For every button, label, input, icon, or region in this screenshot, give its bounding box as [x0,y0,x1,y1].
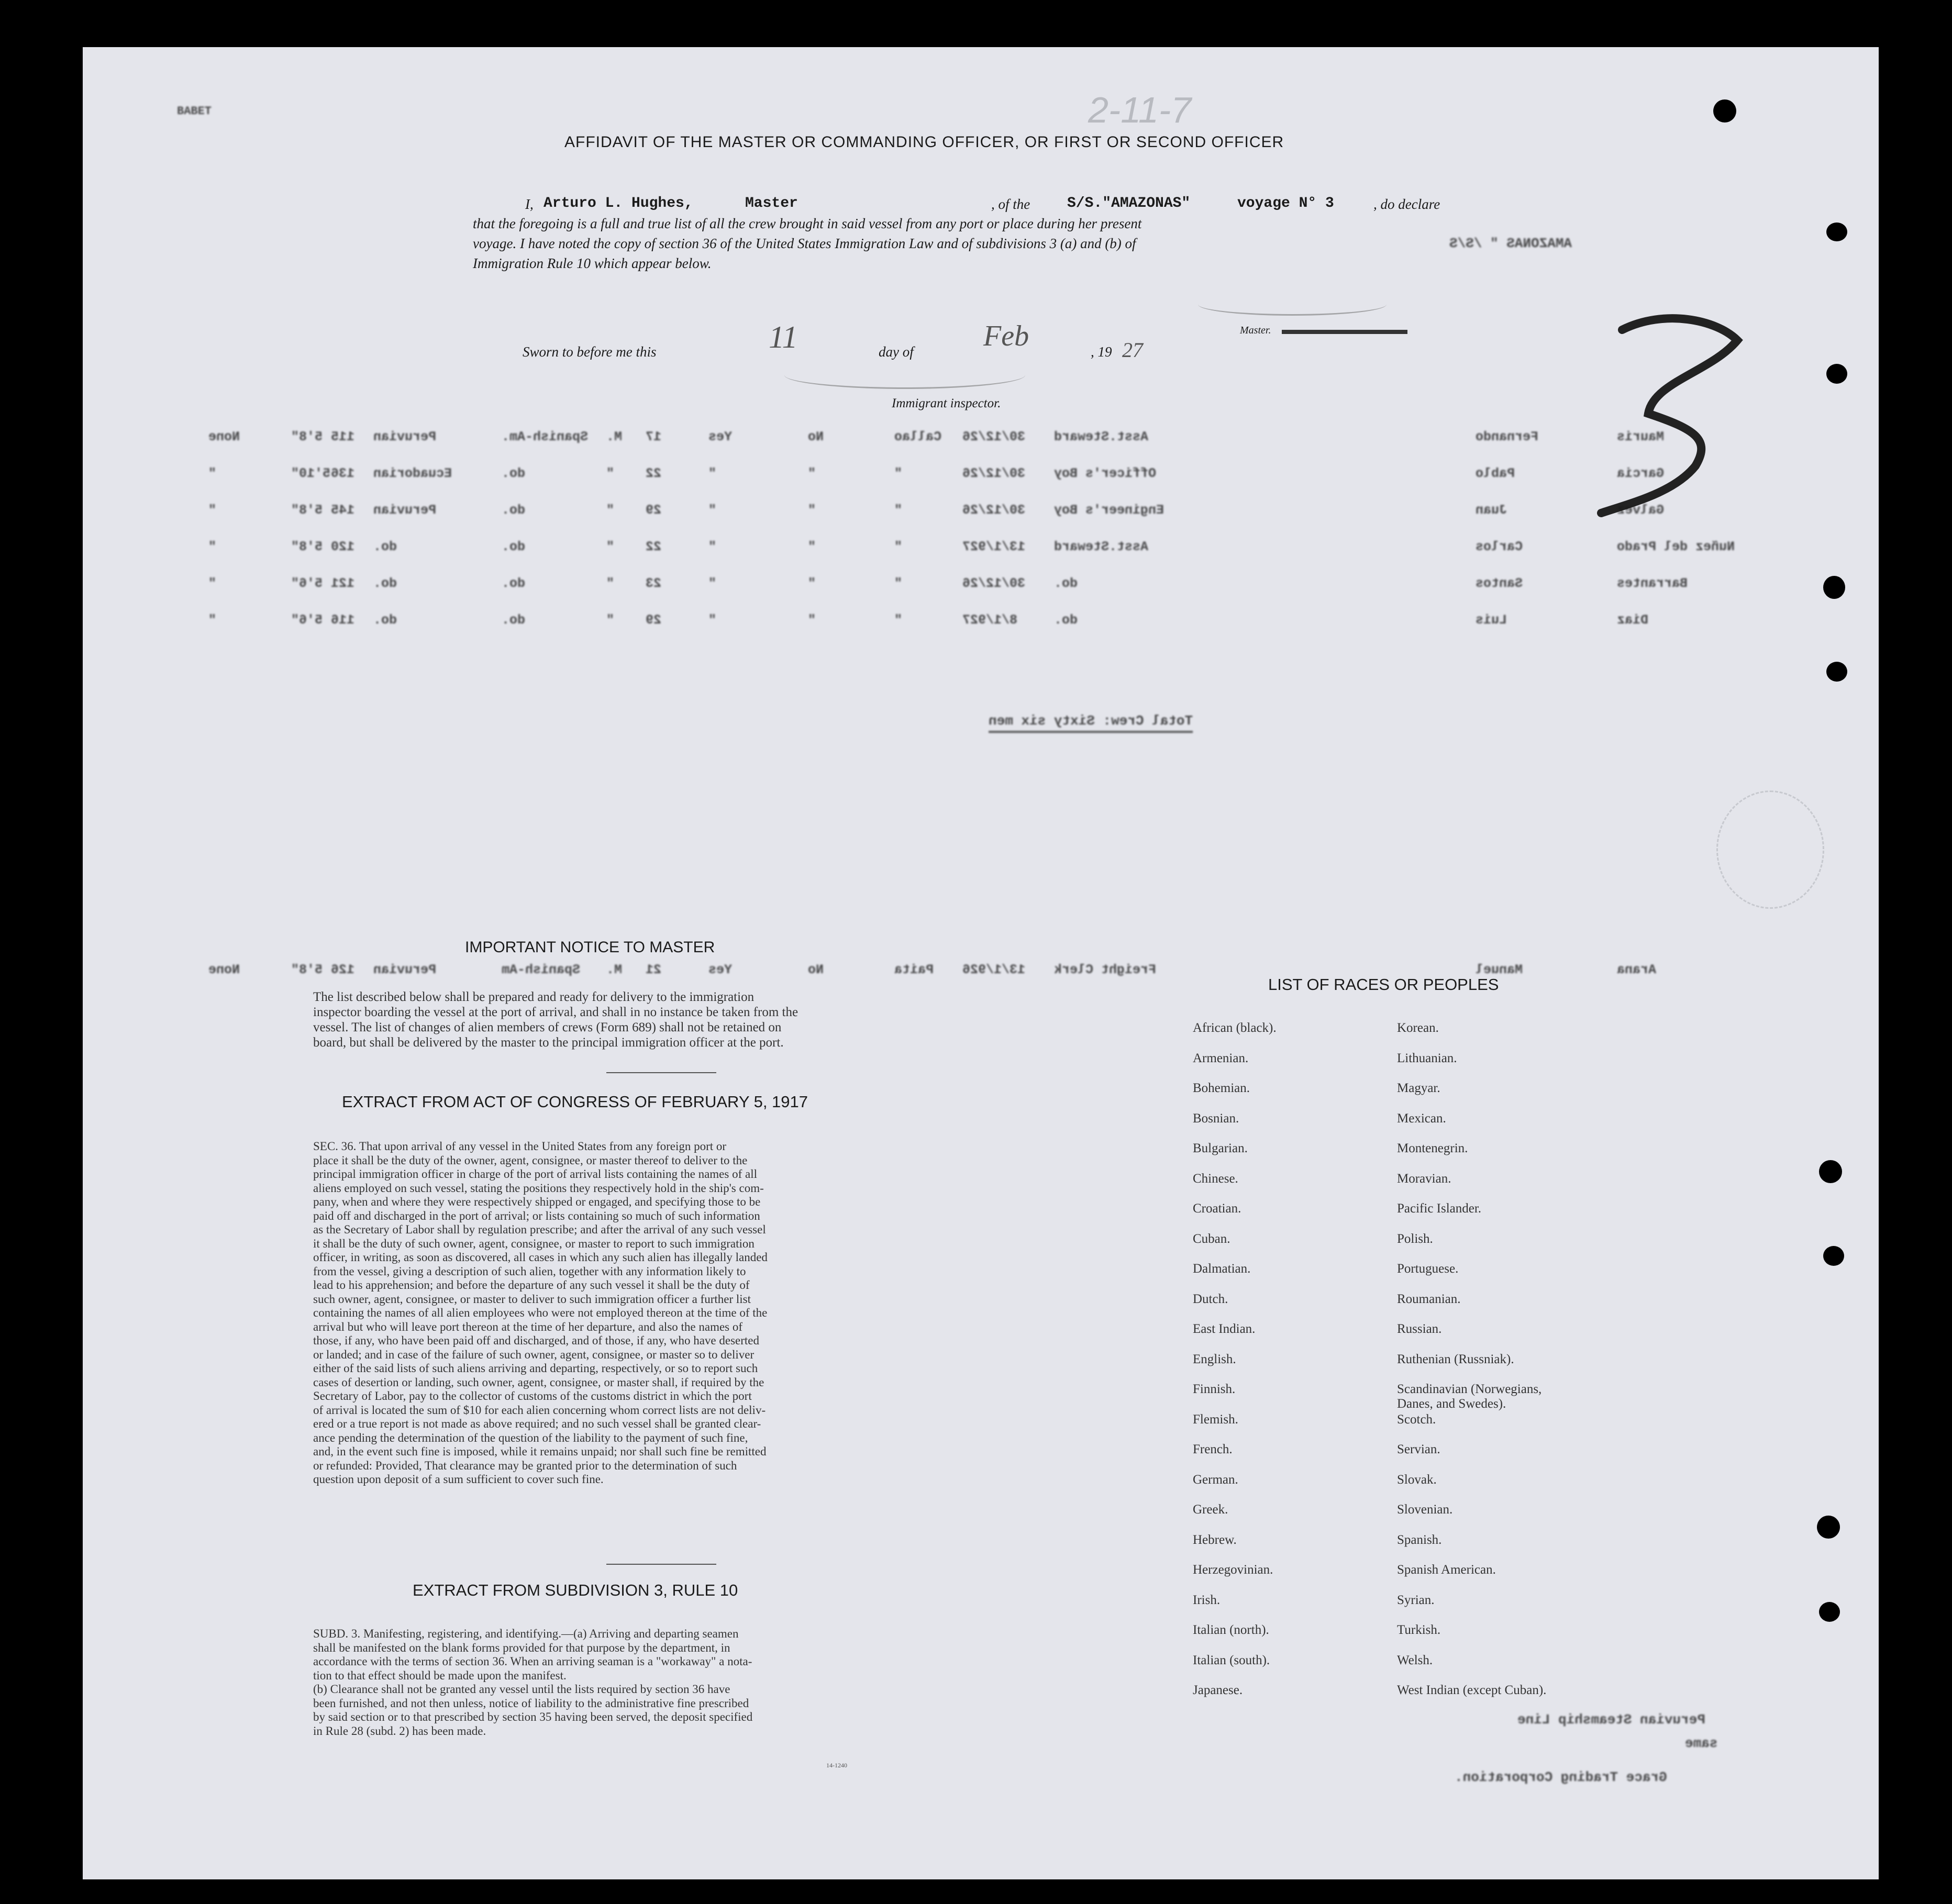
struck-out-text [1282,330,1407,334]
crew-cell-first: Juan [1476,503,1507,518]
text-line: Secretary of Labor, pay to the collector of customs of the customs district in which the port [313,1389,752,1402]
crew-cell-sex: M. [606,962,623,977]
crew-cell-date: 30/12/26 [962,503,1026,518]
race-item: Spanish. [1397,1532,1442,1547]
text-line: and, in the event such fine is imposed, while it remains unpaid; nor shall such fine be remitted [313,1445,767,1458]
race-item: East Indian. [1193,1322,1256,1336]
text-line: by said section or to that prescribed by section 35 having been served, the deposit specified [313,1710,753,1723]
text-line: tion to that effect should be made upon the manifest. [313,1668,567,1682]
crew-cell-date: 13/1/926 [962,962,1026,977]
crew-cell-sex: " [606,539,615,554]
crew-cell-last: Arana [1617,962,1657,977]
text-line: of arrival is located the sum of $10 for each alien concerning whom correct lists are not deliv- [313,1403,766,1417]
crew-cell-date: 30/12/26 [962,466,1026,481]
race-item: Syrian. [1397,1593,1435,1607]
race-item: French. [1193,1442,1233,1456]
crew-cell-age: 22 [646,466,662,481]
crew-cell-sex: " [606,466,615,481]
crew-cell-nationality: Peruvian [373,429,437,444]
race-item: Finnish. [1193,1382,1236,1396]
affidavit-title: AFFIDAVIT OF THE MASTER OR COMMANDING OFFICER, OR FIRST OR SECOND OFFICER [564,133,1284,151]
crew-cell-date: 30/12/26 [962,429,1026,444]
race-item: Herzegovinian. [1193,1563,1273,1577]
crew-cell-height: 5'6" [291,576,323,591]
crew-cell-position: do. [1054,613,1078,628]
crew-cell-last: Galvez [1617,503,1665,518]
crew-cell-nationality: Peruvian [373,962,437,977]
text-line: officer, in writing, as soon as discovered, all cases in which any such alien has illegally landed [313,1251,768,1264]
punch-hole [1826,662,1847,682]
race-item: Turkish. [1397,1623,1441,1637]
text-line: board, but shall be delivered by the master to the principal immigration officer at the port. [313,1035,784,1050]
crew-cell-age: 21 [646,962,662,977]
crew-cell-home: " [208,576,217,591]
race-item: Slovak. [1397,1472,1437,1487]
crew-cell-first: Fernando [1476,429,1539,444]
crew-cell-lit: " [708,613,717,628]
race-item: Scandinavian (Norwegians, Danes, and Swedes). [1397,1382,1542,1411]
text-line: those, if any, who have been paid off and discharged, and of those, if any, who have deserted [313,1334,760,1347]
crew-cell-race: do. [502,466,526,481]
text-line: SEC. 36. That upon arrival of any vessel in the United States from any foreign port or [313,1140,727,1153]
text-line: aliens employed on such vessel, stating the positions they respectively hold in the ship's com- [313,1181,764,1195]
crew-cell-home: " [208,503,217,518]
pencil-scribble [1591,309,1758,529]
text-line: paid off and discharged in the port of arrival; or lists containing so much of such information [313,1209,760,1222]
sworn-day: 11 [769,320,798,354]
race-item: Croatian. [1193,1201,1241,1216]
race-item: African (black). [1193,1021,1277,1035]
crew-cell-nationality: Peruvian [373,503,437,518]
race-item: Roumanian. [1397,1291,1461,1306]
text-line: question upon deposit of a sum sufficient to cover such fine. [313,1473,604,1486]
text-line: as the Secretary of Labor shall by regulation prescribe; and after the arrival of any such vessel [313,1223,766,1236]
text-line: pany, when and where they were respectively shipped or engaged, and specifying those to be [313,1195,761,1208]
race-item: Magyar. [1397,1081,1440,1095]
crew-cell-height: 5'6" [291,613,323,628]
punch-hole [1817,1516,1840,1539]
text-line: lead to his apprehension; and before the departure of any such vessel it shall be the duty of [313,1278,750,1291]
crew-cell-sex: " [606,503,615,518]
races-heading: LIST OF RACES OR PEOPLES [1268,975,1499,994]
crew-cell-col: " [808,503,816,518]
crew-cell-position: Asst.Steward [1054,429,1149,444]
crew-cell-port: Paita [894,962,934,977]
crew-cell-home: None [208,429,240,444]
bottom-stamp-line-1: Peruvian Steamship Line [1517,1712,1705,1728]
text-line: principal immigration officer in charge of the port of arrival lists containing the names of all [313,1167,757,1181]
crew-cell-last: Nuñez del Prado [1617,539,1735,554]
crew-cell-nationality: do. [373,576,397,591]
text-line: ance pending the determination of the question of the liability to the payment of such fine, [313,1431,748,1444]
race-item: Italian (north). [1193,1623,1269,1637]
crew-cell-first: Pablo [1476,466,1515,481]
voyage-number: voyage N° 3 [1237,195,1334,211]
crew-cell-nationality: do. [373,613,397,628]
crew-cell-col: " [808,613,816,628]
punch-hole [1826,222,1847,241]
race-item: Dalmatian. [1193,1262,1251,1276]
crew-cell-age: 17 [646,429,662,444]
race-item: Montenegrin. [1397,1141,1468,1155]
punch-hole [1826,364,1847,384]
race-item: Japanese. [1193,1683,1243,1697]
crew-cell-port: " [894,613,903,628]
race-item: Korean. [1397,1021,1439,1035]
crew-cell-position: Officer's Boy [1054,466,1157,481]
text-line: SUBD. 3. Manifesting, registering, and identifying.—(a) Arriving and departing seamen [313,1627,739,1640]
text-line: The list described below shall be prepared and ready for delivery to the immigration [313,990,755,1004]
text-line: containing the names of all alien employees who were not employed thereon at the time of the [313,1306,768,1319]
crew-cell-lit: " [708,503,717,518]
crew-cell-weight: 116 [331,613,355,628]
crew-cell-home: None [208,962,240,977]
crew-cell-age: 29 [646,503,662,518]
crew-cell-age: 23 [646,576,662,591]
punch-hole [1823,1246,1844,1266]
form-number: 14-1240 [826,1762,847,1769]
do-declare-label: , do declare [1373,196,1440,212]
crew-cell-race: do. [502,613,526,628]
race-item: Greek. [1193,1502,1228,1517]
crew-cell-port: " [894,539,903,554]
punch-hole [1713,99,1736,123]
declaration-i: I, [525,196,534,212]
year-prefix: , 19 [1091,344,1112,360]
notice-divider [606,1072,716,1073]
race-item: Pacific Islander. [1397,1201,1482,1216]
act-divider [606,1564,716,1565]
race-item: Bosnian. [1193,1111,1239,1126]
crew-cell-lit: " [708,539,717,554]
total-crew: Total Crew: Sixty six men [989,713,1193,733]
crew-cell-port: " [894,503,903,518]
crew-cell-lit: " [708,576,717,591]
crew-cell-first: Manuel [1476,962,1523,977]
crew-cell-sex: " [606,576,615,591]
text-line: ered or a true report is not made as above required; and no such vessel shall be granted clear- [313,1417,761,1430]
text-line: either of the said lists of such aliens arriving and departing, respectively, or so to report such [313,1362,758,1375]
bottom-stamp-line-3: Grace Trading Corporation. [1455,1769,1667,1785]
crew-cell-position: Asst.Steward [1054,539,1149,554]
punch-hole [1819,1160,1842,1183]
text-line: place it shall be the duty of the owner, agent, consignee, or master thereof to deliver to the [313,1153,748,1167]
crew-cell-first: Luis [1476,613,1507,628]
race-item: Spanish American. [1397,1563,1496,1577]
race-item: Chinese. [1193,1171,1238,1186]
text-line: arrival but who will leave port thereon at the time of her departure, and also the names of [313,1320,743,1333]
master-rank: Master [745,195,798,211]
race-item: Hebrew. [1193,1532,1237,1547]
crew-cell-port: " [894,466,903,481]
text-line: it shall be the duty of such owner, agent, consignee, or master to report to such immigration [313,1237,755,1250]
race-item: Italian (south). [1193,1653,1270,1667]
sworn-text: Sworn to before me this [523,344,657,360]
text-line: or refunded: Provided, That clearance may be granted prior to the determination of such [313,1458,737,1472]
crew-cell-weight: 115 [331,429,355,444]
sworn-month: Feb [983,320,1029,352]
race-item: Portuguese. [1397,1262,1459,1276]
reversed-vessel-stamp: AMAZONAS " /S/S [1449,236,1572,251]
race-item: Servian. [1397,1442,1440,1456]
crew-cell-home: " [208,466,217,481]
crew-cell-position: do. [1054,576,1078,591]
crew-cell-nationality: do. [373,539,397,554]
crew-cell-last: Mauris [1617,429,1665,444]
text-line: inspector boarding the vessel at the port of arrival, and shall in no instance be taken from the [313,1005,798,1019]
crew-cell-weight: 145 [331,503,355,518]
crew-cell-first: Carlos [1476,539,1523,554]
race-item: Bulgarian. [1193,1141,1248,1155]
crew-cell-height: 5'8" [291,539,323,554]
crew-cell-home: " [208,539,217,554]
crew-cell-sex: " [606,613,615,628]
faint-seal [1716,790,1824,909]
race-item: Russian. [1397,1322,1442,1336]
act-text [313,1140,999,1487]
races-left-column [1193,1021,1277,1713]
text-line: accordance with the terms of section 36. When an arriving seaman is a "workaway" a nota- [313,1655,752,1668]
races-right-column [1397,1021,1554,1713]
text-line: shall be manifested on the blank forms provided for that purpose by the department, in [313,1641,730,1654]
sworn-year: 27 [1122,338,1143,362]
race-item: Cuban. [1193,1231,1230,1246]
crew-cell-weight: 136 [331,466,355,481]
crew-cell-height: 5'10" [291,466,331,481]
crew-cell-weight: 126 [331,962,355,977]
text-line: such owner, agent, consignee, or master to deliver to such immigration officer a further list [313,1292,751,1306]
race-item: Dutch. [1193,1291,1228,1306]
crew-cell-port: " [894,576,903,591]
declaration-line-2: that the foregoing is a full and true list of all the crew brought in said vessel from any port or place during her present [473,216,1142,231]
crew-cell-col: " [808,539,816,554]
crew-cell-col: " [808,466,816,481]
crew-cell-position: Engineer's Boy [1054,503,1164,518]
crew-cell-height: 5'8" [291,429,323,444]
crew-cell-col: " [808,576,816,591]
crew-cell-col: No [808,962,824,977]
race-item: Armenian. [1193,1051,1249,1065]
rule-heading: EXTRACT FROM SUBDIVISION 3, RULE 10 [413,1581,738,1599]
race-item: Mexican. [1397,1111,1446,1126]
race-item: Lithuanian. [1397,1051,1457,1065]
text-line: cases of desertion or landing, such owner, agent, consignee, or master shall, if required by the [313,1375,764,1389]
crew-cell-race: do. [502,576,526,591]
crew-cell-race: Spanish-Am. [502,429,589,444]
punch-hole [1823,576,1845,599]
top-stamp: BABET [177,105,212,118]
race-item: Welsh. [1397,1653,1433,1667]
race-item: Scotch. [1397,1412,1436,1427]
race-item: Flemish. [1193,1412,1238,1427]
punch-hole [1819,1602,1840,1622]
crew-cell-lit: Yes [708,429,733,444]
crew-cell-weight: 120 [331,539,355,554]
day-of-label: day of [879,344,914,360]
text-line: or landed; and in case of the failure of such owner, agent, consignee, or master so to deliver [313,1348,755,1361]
crew-cell-weight: 121 [331,576,355,591]
of-the-label: , of the [991,196,1030,212]
text-line: from the vessel, giving a description of such alien, together with any information likely to [313,1264,746,1278]
crew-cell-first: Santos [1476,576,1523,591]
master-label: Master. [1240,325,1271,336]
race-item: Ruthenian (Russniak). [1397,1352,1514,1366]
text-line: in Rule 28 (subd. 2) has been made. [313,1724,486,1738]
crew-cell-race: do. [502,539,526,554]
vessel-name: S/S."AMAZONAS" [1067,195,1191,211]
inspector-signature [784,361,1025,389]
crew-cell-last: Garcia [1617,466,1665,481]
crew-cell-lit: " [708,466,717,481]
text-line: vessel. The list of changes of alien members of crews (Form 689) shall not be retained on [313,1020,782,1034]
crew-cell-age: 29 [646,613,662,628]
notice-heading: IMPORTANT NOTICE TO MASTER [465,939,715,956]
race-item: Slovenian. [1397,1502,1453,1517]
bottom-stamp-line-2: same [1685,1735,1718,1751]
crew-cell-port: Callao [894,429,942,444]
inspector-label: Immigrant inspector. [892,396,1001,410]
declaration-line-4: Immigration Rule 10 which appear below. [473,255,712,271]
pencil-note: 2-11-7 [1088,90,1192,130]
master-name: Arturo L. Hughes, [544,195,693,211]
race-item: Polish. [1397,1231,1433,1246]
document-page [83,47,1879,1879]
race-item: Bohemian. [1193,1081,1250,1095]
crew-cell-height: 5'8" [291,962,323,977]
race-item: Irish. [1193,1593,1221,1607]
crew-cell-date: 13/1/927 [962,539,1026,554]
crew-cell-home: " [208,613,217,628]
master-signature [1198,293,1387,316]
crew-cell-position: Freight Clerk [1054,962,1157,977]
race-item: West Indian (except Cuban). [1397,1683,1547,1697]
notice-text [313,989,999,1050]
crew-cell-race: do. [502,503,526,518]
crew-cell-race: Spanish-Am [502,962,581,977]
crew-cell-date: 30/12/26 [962,576,1026,591]
crew-cell-height: 5'8" [291,503,323,518]
crew-cell-col: No [808,429,824,444]
crew-cell-last: Barrantes [1617,576,1688,591]
text-line: (b) Clearance shall not be granted any vessel until the lists required by section 36 have [313,1683,730,1696]
race-item: Moravian. [1397,1171,1451,1186]
race-item: German. [1193,1472,1238,1487]
text-line: been furnished, and not then unless, notice of liability to the administrative fine prescribed [313,1696,749,1710]
crew-cell-date: 8/1/927 [962,613,1018,628]
act-heading: EXTRACT FROM ACT OF CONGRESS OF FEBRUARY 5, 1917 [342,1093,808,1111]
declaration-line-3: voyage. I have noted the copy of section 36 of the United States Immigration Law and of subdivisions 3 (a) and (b) of [473,236,1136,251]
crew-cell-last: Diaz [1617,613,1649,628]
crew-cell-age: 22 [646,539,662,554]
crew-cell-sex: M. [606,429,623,444]
race-item: English. [1193,1352,1236,1366]
crew-cell-nationality: Ecuadorian [373,466,452,481]
crew-cell-lit: Yes [708,962,733,977]
rule-text [313,1627,999,1738]
